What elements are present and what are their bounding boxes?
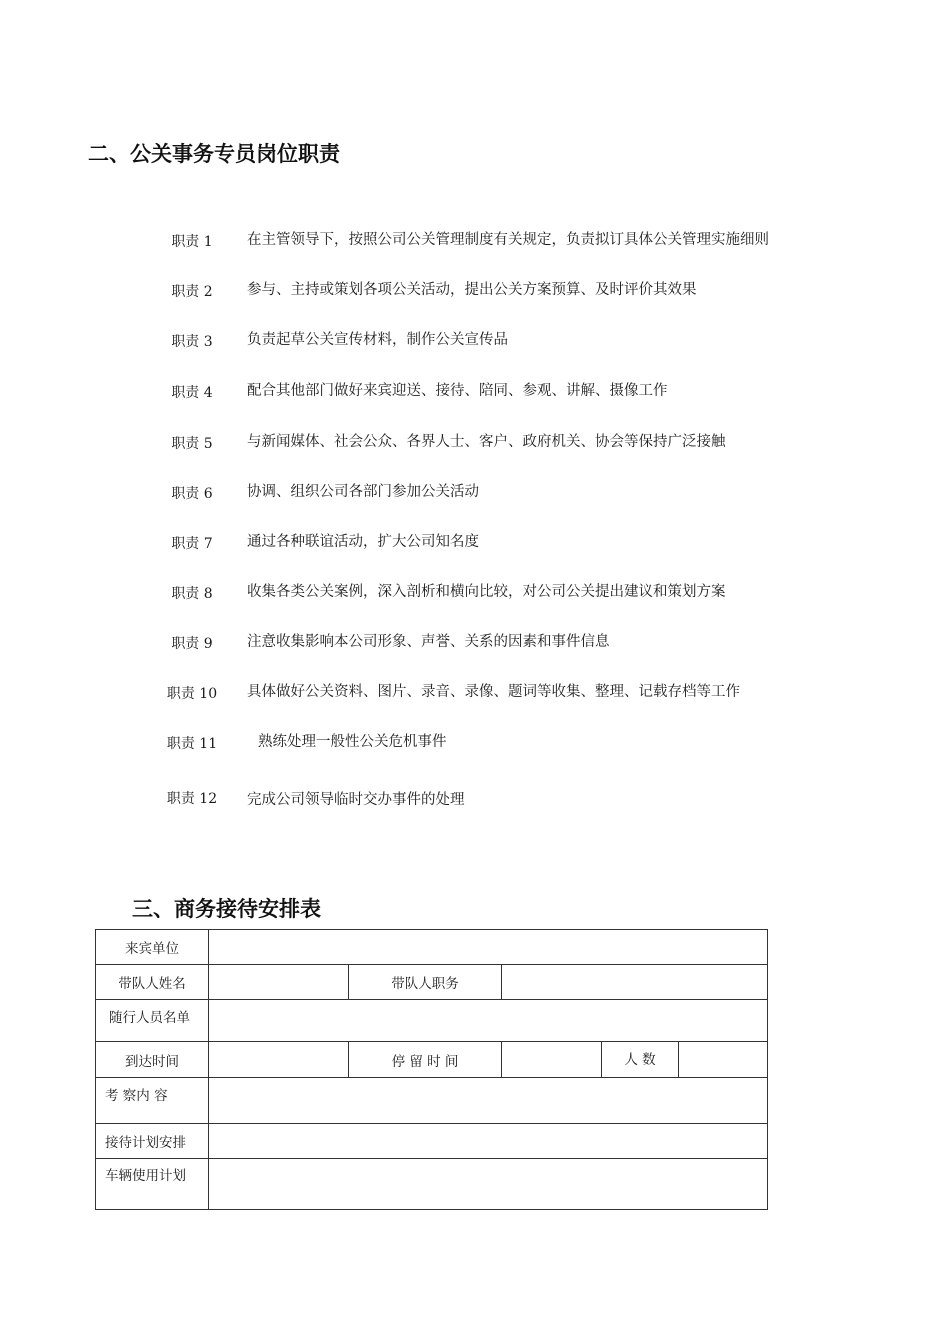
duty-text: 熟练处理一般性公关危机事件 bbox=[258, 734, 447, 750]
duty-text: 具体做好公关资料、图片、录音、录像、题词等收集、整理、记载存档等工作 bbox=[247, 684, 740, 700]
duty-text: 在主管领导下，按照公司公关管理制度有关规定，负责拟订具体公关管理实施细则 bbox=[247, 232, 769, 248]
leader-name-field[interactable] bbox=[209, 965, 349, 1000]
duty-label: 职责 6 bbox=[171, 486, 213, 502]
duty-label: 职责 1 bbox=[171, 234, 213, 250]
duty-label: 职责 11 bbox=[166, 736, 218, 752]
duty-text: 完成公司领导临时交办事件的处理 bbox=[247, 792, 465, 808]
duty-text: 配合其他部门做好来宾迎送、接待、陪同、参观、讲解、摄像工作 bbox=[247, 383, 668, 399]
duty-label: 职责 9 bbox=[171, 636, 213, 652]
leader-name-label: 带队人姓名 bbox=[96, 965, 209, 1000]
duty-label: 职责 5 bbox=[171, 436, 213, 452]
duty-label: 职责 3 bbox=[171, 334, 213, 350]
duty-text: 通过各种联谊活动，扩大公司知名度 bbox=[247, 534, 479, 550]
visitor-unit-label: 来宾单位 bbox=[96, 930, 209, 965]
stay-time-label: 停 留 时 间 bbox=[349, 1042, 502, 1078]
reception-form-table bbox=[95, 929, 768, 1210]
duty-text: 收集各类公关案例，深入剖析和横向比较，对公司公关提出建议和策划方案 bbox=[247, 584, 726, 600]
duty-text: 与新闻媒体、社会公众、各界人士、客户、政府机关、协会等保持广泛接触 bbox=[247, 434, 726, 450]
companions-label: 随行人员名单 bbox=[96, 1000, 209, 1042]
vehicle-plan-field[interactable] bbox=[209, 1159, 768, 1210]
reception-plan-label: 接待计划安排 bbox=[96, 1124, 209, 1159]
duty-label: 职责 7 bbox=[171, 536, 213, 552]
leader-position-field[interactable] bbox=[502, 965, 768, 1000]
companions-field[interactable] bbox=[209, 1000, 768, 1042]
duty-label: 职责 2 bbox=[171, 284, 213, 300]
arrival-time-field[interactable] bbox=[209, 1042, 349, 1078]
reception-plan-field[interactable] bbox=[209, 1124, 768, 1159]
section-title-duties: 二、公关事务专员岗位职责 bbox=[88, 142, 340, 166]
headcount-field[interactable] bbox=[679, 1042, 768, 1078]
visitor-unit-field[interactable] bbox=[209, 930, 768, 965]
duty-text: 参与、主持或策划各项公关活动，提出公关方案预算、及时评价其效果 bbox=[247, 282, 697, 298]
duty-label: 职责 4 bbox=[171, 385, 213, 401]
duty-label: 职责 8 bbox=[171, 586, 213, 602]
vehicle-plan-label: 车辆使用计划 bbox=[96, 1159, 209, 1210]
section-title-reception: 三、商务接待安排表 bbox=[132, 897, 321, 921]
stay-time-field[interactable] bbox=[502, 1042, 602, 1078]
duty-text: 注意收集影响本公司形象、声誉、关系的因素和事件信息 bbox=[247, 634, 610, 650]
headcount-label: 人 数 bbox=[602, 1042, 679, 1078]
duty-text: 协调、组织公司各部门参加公关活动 bbox=[247, 484, 479, 500]
duty-label: 职责 12 bbox=[166, 791, 218, 807]
inspection-field[interactable] bbox=[209, 1078, 768, 1124]
inspection-label: 考 察内 容 bbox=[96, 1078, 209, 1124]
arrival-time-label: 到达时间 bbox=[96, 1042, 209, 1078]
duty-label: 职责 10 bbox=[166, 686, 218, 702]
leader-position-label: 带队人职务 bbox=[349, 965, 502, 1000]
duty-text: 负责起草公关宣传材料，制作公关宣传品 bbox=[247, 332, 508, 348]
